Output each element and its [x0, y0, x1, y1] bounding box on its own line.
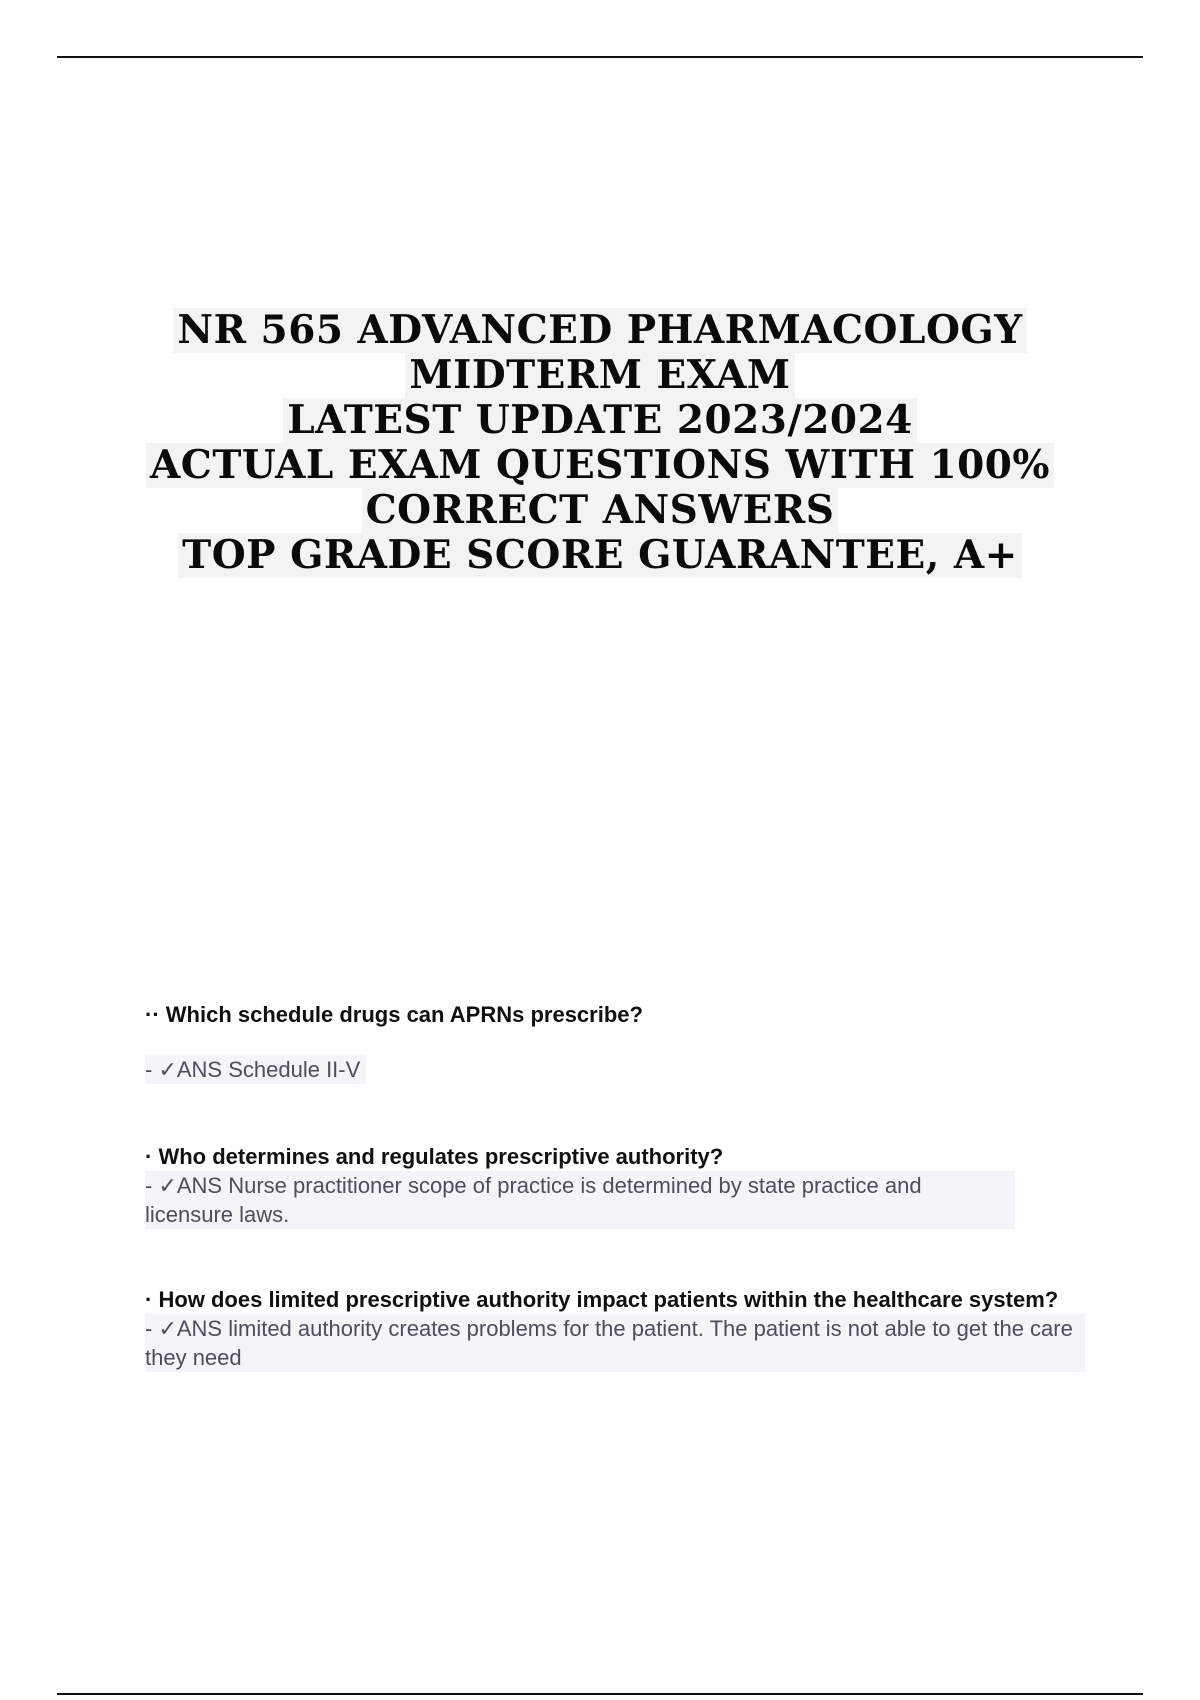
qa-item: [145, 1285, 1085, 1372]
title-line-6: TOP GRADE SCORE GUARANTEE, A+: [178, 533, 1022, 578]
question-text: ·· Which schedule drugs can APRNs prescribe?: [145, 1002, 643, 1027]
document-title: [0, 308, 1200, 578]
top-rule: [57, 56, 1143, 58]
title-line-3: LATEST UPDATE 2023/2024: [283, 398, 917, 443]
question-text: · Who determines and regulates prescriptive authority?: [145, 1144, 724, 1169]
title-line-5: CORRECT ANSWERS: [362, 488, 839, 533]
answer-text: - ✓ANS Nurse practitioner scope of practice is determined by state practice and licensure laws.: [145, 1171, 1015, 1229]
title-line-1: NR 565 ADVANCED PHARMACOLOGY: [173, 308, 1026, 353]
qa-item: [145, 1000, 1085, 1084]
question-text: · How does limited prescriptive authority impact patients within the healthcare system?: [145, 1287, 1059, 1312]
title-line-4: ACTUAL EXAM QUESTIONS WITH 100%: [146, 443, 1054, 488]
answer-text: - ✓ANS Schedule II-V: [145, 1055, 366, 1084]
answer-text: - ✓ANS limited authority creates problems for the patient. The patient is not able to get the care they need: [145, 1314, 1085, 1372]
qa-item: [145, 1142, 1085, 1229]
bottom-rule: [57, 1693, 1143, 1695]
title-line-2: MIDTERM EXAM: [405, 353, 794, 398]
